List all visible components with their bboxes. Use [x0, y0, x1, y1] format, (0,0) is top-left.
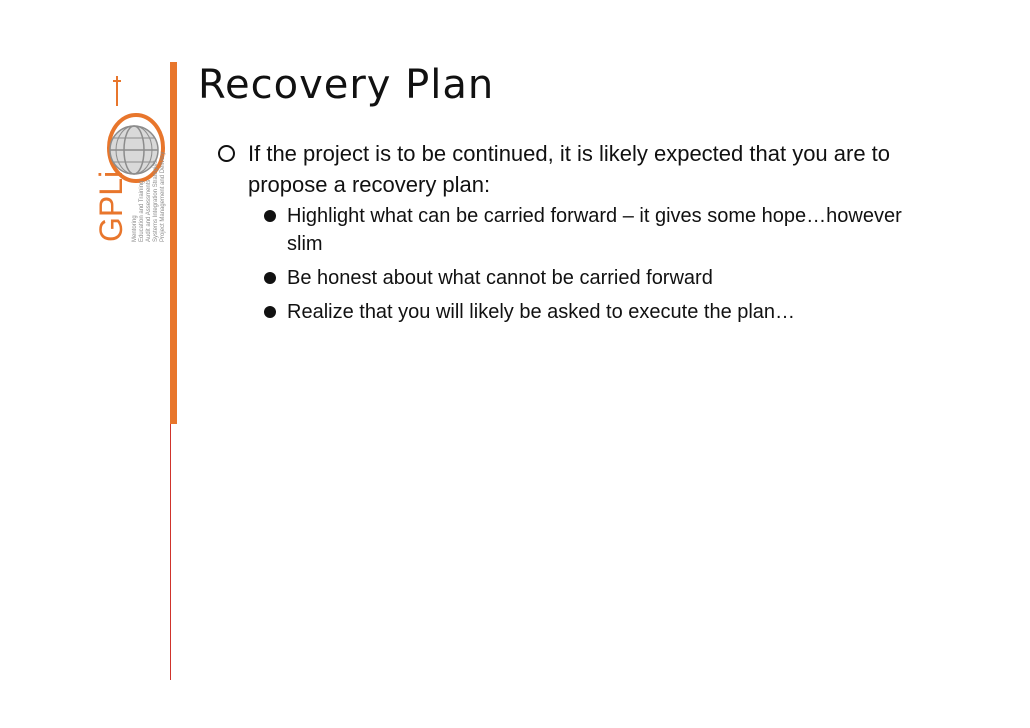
sub-bullet-text: Realize that you will likely be asked to execute the plan…: [287, 301, 796, 323]
filled-circle-bullet-icon: [264, 272, 276, 284]
gpli-logo: [92, 72, 172, 247]
sub-bullet-text: Highlight what can be carried forward – it gives some hope…however slim: [287, 205, 902, 255]
sub-bullet: [214, 264, 914, 292]
svg-text:Project Management and Deliver: Project Management and Delivery: [160, 151, 166, 242]
filled-circle-bullet-icon: [264, 210, 276, 222]
slide-title: Recovery Plan: [198, 62, 495, 108]
logo-wordmark: GPLi: [93, 170, 129, 242]
svg-text:Mentoring: Mentoring: [132, 215, 138, 242]
bullet-level1: [214, 138, 914, 200]
svg-text:Education and Training: Education and Training: [139, 180, 145, 242]
filled-circle-bullet-icon: [264, 306, 276, 318]
divider-line: [170, 424, 171, 680]
bullet-text: If the project is to be continued, it is likely expected that you are to propose a recovery plan:: [248, 141, 891, 197]
globe-logo-icon: [92, 72, 172, 247]
slide-content: [214, 138, 914, 332]
sub-bullet-text: Be honest about what cannot be carried forward: [287, 267, 713, 289]
accent-bar: [170, 62, 177, 424]
svg-text:Systems Integration Strategies: Systems Integration Strategies: [153, 160, 159, 242]
sub-bullet-list: [214, 202, 914, 326]
svg-text:Audit and Assessments: Audit and Assessments: [146, 179, 152, 242]
sub-bullet: [214, 298, 914, 326]
sub-bullet: [214, 202, 914, 258]
hollow-circle-bullet-icon: [218, 145, 235, 162]
